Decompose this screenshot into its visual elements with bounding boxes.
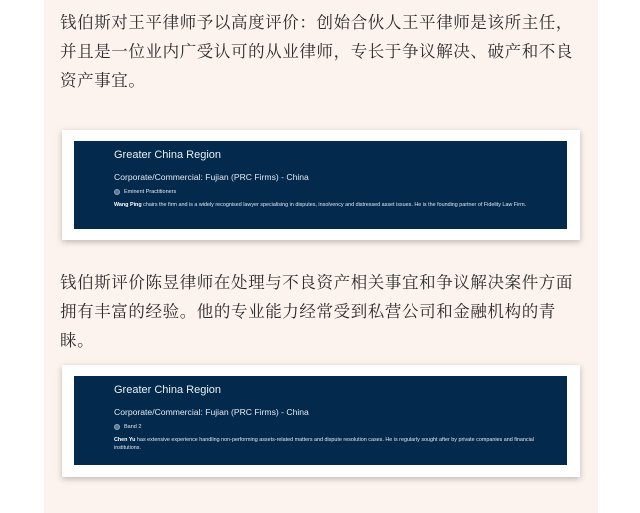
article-body [44, 0, 598, 513]
description-text: chairs the firm and is a widely recognised lawyer specialising in disputes, insolvency and distressed asset issues. He is the founding partner of Fidelity Law Firm. [141, 202, 527, 208]
ranking-panel [74, 141, 567, 229]
rank-icon [114, 424, 120, 430]
region-title: Greater China Region [114, 384, 222, 396]
practice-area: Corporate/Commercial: Fujian (PRC Firms) - China [114, 407, 309, 417]
rank-badge [114, 424, 141, 430]
rank-label: Eminent Practitioners [124, 189, 177, 195]
rank-icon [114, 189, 120, 195]
chambers-ranking-card [62, 365, 580, 477]
chambers-ranking-card [62, 130, 580, 240]
paragraph-wang-ping-review: 钱伯斯对王平律师予以高度评价：创始合伙人王平律师是该所主任，并且是一位业内广受认可的从业律师，专长于争议解决、破产和不良资产事宜。 [60, 13, 573, 90]
rank-badge [114, 189, 176, 195]
description-text: has extensive experience handling non-performing assets-related matters and dispute resolution cases. He is regularly sought after by private companies and financial institutions. [114, 437, 534, 451]
lawyer-name: Chen Yu [114, 437, 136, 443]
rank-label: Band 2 [124, 424, 142, 430]
lawyer-name: Wang Ping [114, 202, 142, 208]
lawyer-description [114, 202, 544, 210]
region-title: Greater China Region [114, 149, 222, 161]
paragraph-chen-yu-review: 钱伯斯评价陈昱律师在处理与不良资产相关事宜和争议解决案件方面拥有丰富的经验。他的专业能力经常受到私营公司和金融机构的青睐。 [60, 273, 573, 350]
lawyer-description [114, 437, 544, 452]
ranking-panel [74, 376, 567, 465]
practice-area: Corporate/Commercial: Fujian (PRC Firms) - China [114, 172, 309, 182]
